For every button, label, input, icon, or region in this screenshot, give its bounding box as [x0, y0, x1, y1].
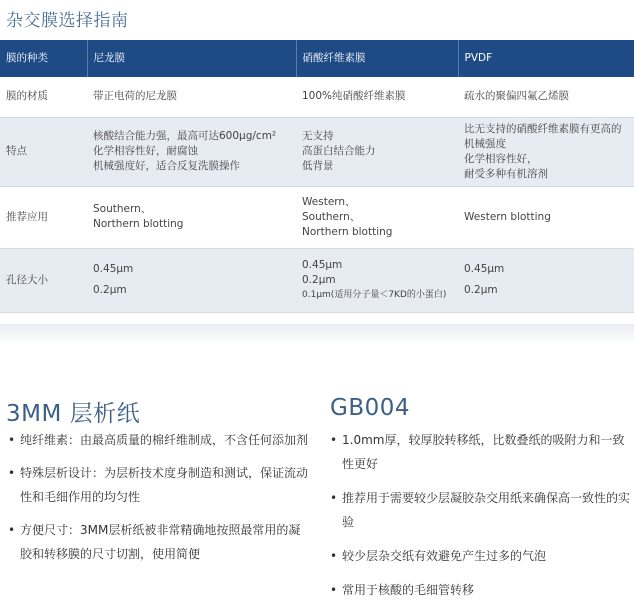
table-cell: 0.45μm 0.2μm: [458, 248, 634, 312]
bullet-list-3mm: [8, 428, 308, 575]
table-cell: Southern、 Northern blotting: [87, 186, 296, 248]
table-cell: 100%纯硝酸纤维素膜: [296, 77, 458, 117]
list-item: • 推荐用于需要较少层凝胶杂交用纸来确保高一致性的实验: [330, 486, 630, 534]
table-cell: Western blotting: [458, 186, 634, 248]
section-divider: [0, 324, 634, 344]
list-item: • 方便尺寸：3MM层析纸被非常精确地按照最常用的凝胶和转移膜的尺寸切割，使用简便: [8, 518, 308, 566]
row-label: 膜的材质: [0, 77, 87, 117]
table-cell: 0.45μm 0.2μm 0.1μm(适用分子量＜7KD的小蛋白): [296, 248, 458, 312]
table-cell: 0.45μm 0.2μm: [87, 248, 296, 312]
row-label: 特点: [0, 117, 87, 186]
table-header-row: [0, 40, 634, 77]
membrane-guide-table: [0, 40, 634, 313]
table-cell: 疏水的聚偏四氟乙烯膜: [458, 77, 634, 117]
section-title-gb004: GB004: [330, 395, 411, 422]
row-label: 推荐应用: [0, 186, 87, 248]
bullet-list-gb004: [330, 428, 630, 612]
header-membrane-type: 膜的种类: [0, 40, 87, 77]
list-item: • 1.0mm厚，较厚胶转移纸，比数叠纸的吸附力和一致性更好: [330, 428, 630, 476]
table-cell: 带正电荷的尼龙膜: [87, 77, 296, 117]
list-item: • 纯纤维素：由最高质量的棉纤维制成，不含任何添加剂: [8, 428, 308, 452]
list-item: • 常用于核酸的毛细管转移: [330, 578, 630, 602]
header-pvdf: PVDF: [458, 40, 634, 77]
header-nylon: 尼龙膜: [87, 40, 296, 77]
bullet-icon: •: [8, 523, 16, 537]
table-cell: 核酸结合能力强，最高可达600μg/cm² 化学相容性好，耐腐蚀 机械强度好，适合反复洗膜操作: [87, 117, 296, 186]
bullet-icon: •: [330, 583, 338, 597]
bullet-icon: •: [8, 433, 16, 447]
table-row-material: [0, 77, 634, 117]
bullet-icon: •: [330, 491, 338, 505]
table-cell: 无支持 高蛋白结合能力 低背景: [296, 117, 458, 186]
section-title-3mm: 3MM 层析纸: [6, 401, 141, 428]
row-label: 孔径大小: [0, 248, 87, 312]
list-item: • 特殊层析设计：为层析技术度身制造和测试，保证流动性和毛细作用的均匀性: [8, 461, 308, 509]
bullet-icon: •: [8, 466, 16, 480]
table-row-pore-size: [0, 248, 634, 312]
bullet-icon: •: [330, 549, 338, 563]
header-nitrocellulose: 硝酸纤维素膜: [296, 40, 458, 77]
bullet-icon: •: [330, 433, 338, 447]
table-row-features: [0, 117, 634, 186]
table-row-applications: [0, 186, 634, 248]
page-title: 杂交膜选择指南: [6, 11, 129, 31]
table-cell: Western、 Southern、 Northern blotting: [296, 186, 458, 248]
list-item: • 较少层杂交纸有效避免产生过多的气泡: [330, 544, 630, 568]
table-cell: 比无支持的硝酸纤维素膜有更高的机械强度 化学相容性好， 耐受多种有机溶剂: [458, 117, 634, 186]
